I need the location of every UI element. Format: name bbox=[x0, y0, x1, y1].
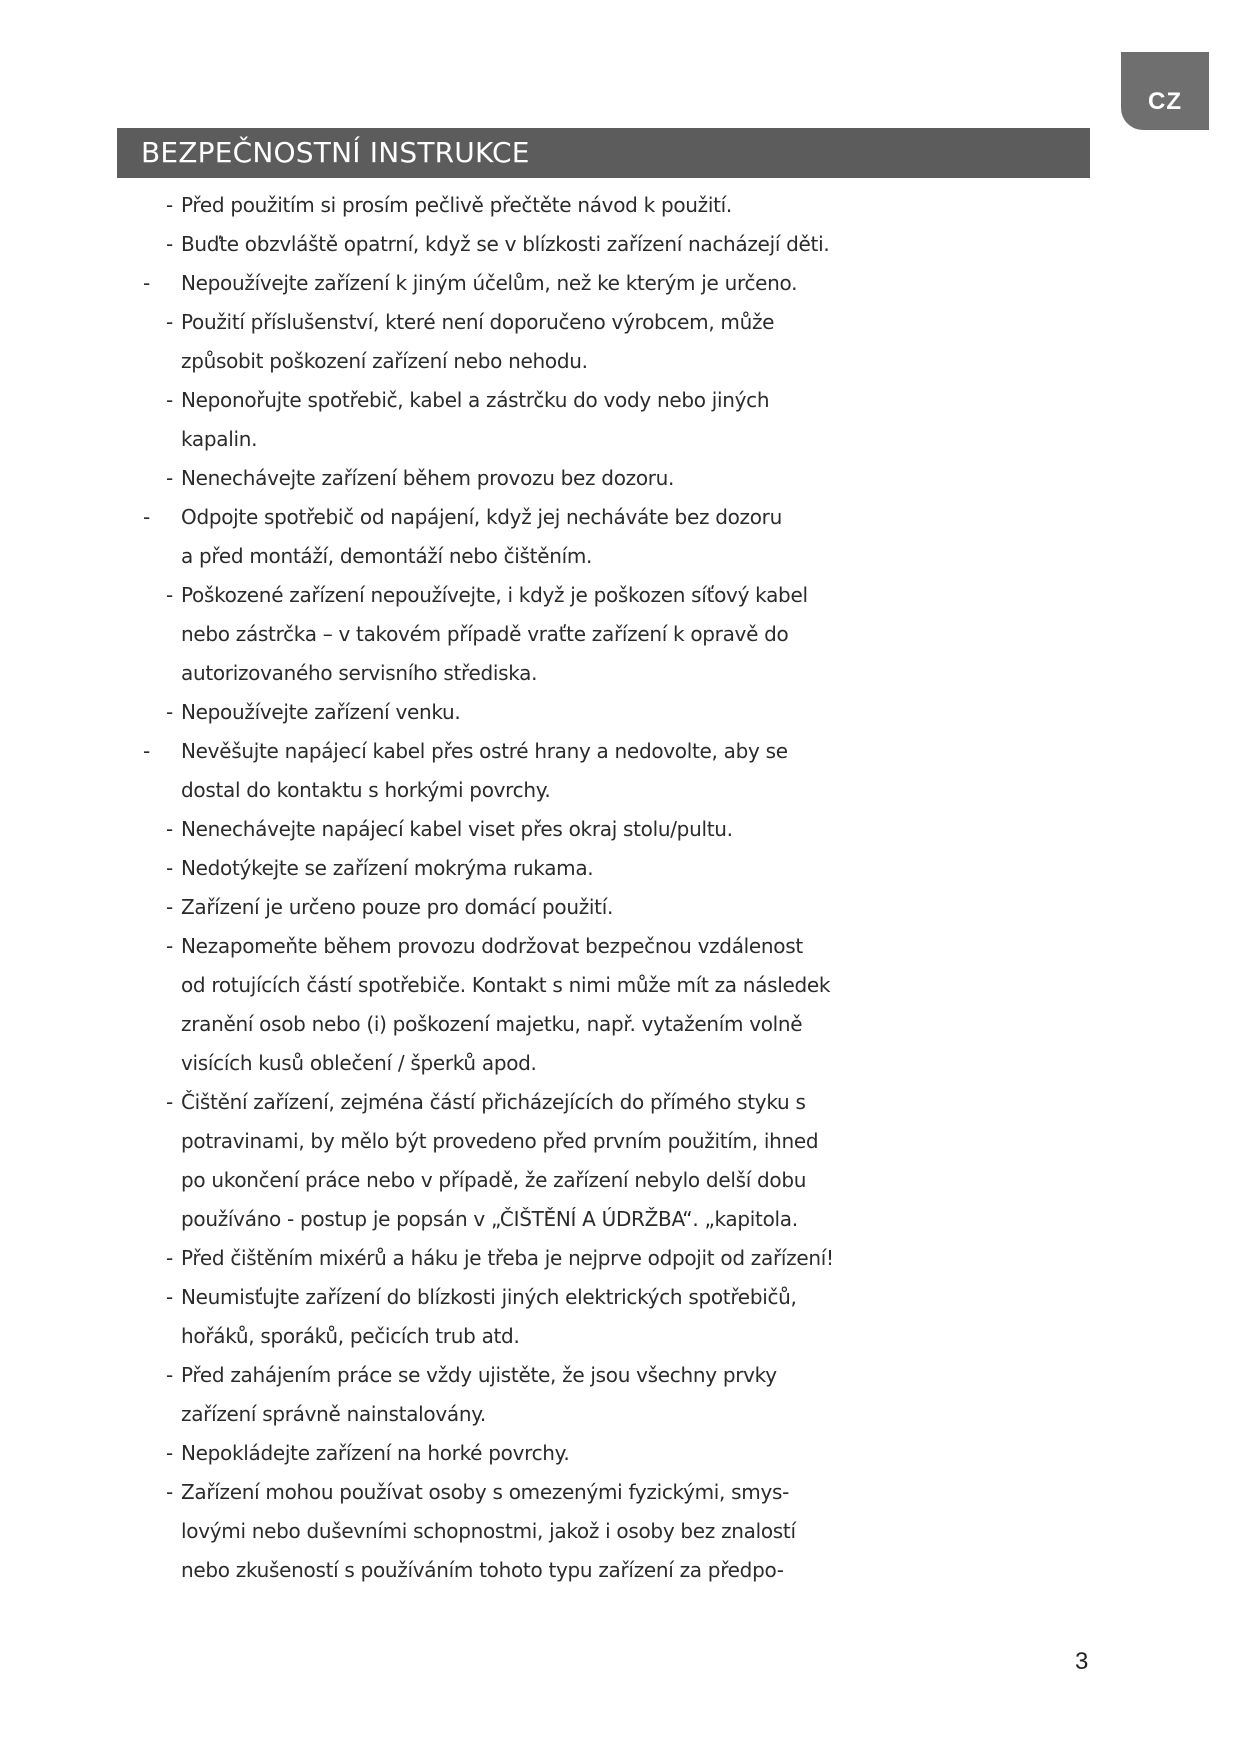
bullet-dash: - bbox=[166, 856, 173, 880]
instruction-item bbox=[0, 576, 1241, 693]
language-tab bbox=[1121, 52, 1209, 130]
bullet-dash: - bbox=[166, 1363, 173, 1387]
instruction-line: Nevěšujte napájecí kabel přes ostré hrany a nedovolte, aby se bbox=[181, 739, 788, 763]
language-code: CZ bbox=[1148, 88, 1182, 115]
bullet-dash: - bbox=[166, 1480, 173, 1504]
instruction-line: visících kusů oblečení / šperků apod. bbox=[181, 1051, 537, 1075]
instruction-line: Nenechávejte zařízení během provozu bez dozoru. bbox=[181, 466, 675, 490]
instruction-line: způsobit poškození zařízení nebo nehodu. bbox=[181, 349, 588, 373]
instruction-line: Použití příslušenství, které není doporučeno výrobcem, může bbox=[181, 310, 775, 334]
instruction-line: Před čištěním mixérů a háku je třeba je nejprve odpojit od zařízení! bbox=[181, 1246, 834, 1270]
instruction-line: nebo zástrčka – v takovém případě vraťte zařízení k opravě do bbox=[181, 622, 789, 646]
instruction-line: kapalin. bbox=[181, 427, 258, 451]
bullet-dash: - bbox=[166, 934, 173, 958]
instruction-item bbox=[0, 1434, 1241, 1473]
instruction-line: používáno - postup je popsán v „ČIŠTĚNÍ A ÚDRŽBA“. „kapitola. bbox=[181, 1207, 798, 1231]
instruction-line: Před použitím si prosím pečlivě přečtěte návod k použití. bbox=[181, 193, 732, 217]
instruction-item bbox=[0, 459, 1241, 498]
instruction-line: dostal do kontaktu s horkými povrchy. bbox=[181, 778, 551, 802]
instruction-line: od rotujících částí spotřebiče. Kontakt s nimi může mít za následek bbox=[181, 973, 831, 997]
instruction-item bbox=[0, 303, 1241, 381]
bullet-dash: - bbox=[166, 193, 173, 217]
instruction-item bbox=[0, 1356, 1241, 1434]
instruction-line: Odpojte spotřebič od napájení, když jej necháváte bez dozoru bbox=[181, 505, 782, 529]
bullet-dash: - bbox=[143, 505, 150, 529]
instruction-item bbox=[0, 381, 1241, 459]
instruction-line: Čištění zařízení, zejména částí přicházejících do přímého styku s bbox=[181, 1090, 806, 1114]
instruction-item bbox=[0, 225, 1241, 264]
instruction-item bbox=[0, 1278, 1241, 1356]
bullet-dash: - bbox=[166, 1441, 173, 1465]
bullet-dash: - bbox=[166, 895, 173, 919]
bullet-dash: - bbox=[166, 817, 173, 841]
bullet-dash: - bbox=[166, 232, 173, 256]
bullet-dash: - bbox=[166, 1090, 173, 1114]
instruction-line: nebo zkušeností s používáním tohoto typu zařízení za předpo- bbox=[181, 1558, 784, 1582]
instruction-item bbox=[0, 927, 1241, 1083]
instruction-line: autorizovaného servisního střediska. bbox=[181, 661, 538, 685]
safety-instructions-list bbox=[0, 186, 1241, 1590]
instruction-line: Buďte obzvláště opatrní, když se v blízkosti zařízení nacházejí děti. bbox=[181, 232, 830, 256]
page-number: 3 bbox=[1075, 1648, 1089, 1675]
instruction-item bbox=[0, 849, 1241, 888]
instruction-line: Neumisťujte zařízení do blízkosti jiných elektrických spotřebičů, bbox=[181, 1285, 797, 1309]
bullet-dash: - bbox=[143, 739, 150, 763]
instruction-line: Nezapomeňte během provozu dodržovat bezpečnou vzdálenost bbox=[181, 934, 803, 958]
instruction-line: potravinami, by mělo být provedeno před prvním použitím, ihned bbox=[181, 1129, 819, 1153]
bullet-dash: - bbox=[166, 310, 173, 334]
instruction-line: Poškozené zařízení nepoužívejte, i když je poškozen síťový kabel bbox=[181, 583, 808, 607]
instruction-line: zařízení správně nainstalovány. bbox=[181, 1402, 486, 1426]
instruction-item bbox=[0, 186, 1241, 225]
bullet-dash: - bbox=[143, 271, 150, 295]
instruction-line: Nepoužívejte zařízení k jiným účelům, než ke kterým je určeno. bbox=[181, 271, 798, 295]
section-title: BEZPEČNOSTNÍ INSTRUKCE bbox=[117, 128, 1090, 178]
bullet-dash: - bbox=[166, 388, 173, 412]
instruction-item bbox=[0, 1239, 1241, 1278]
instruction-item bbox=[0, 264, 1241, 303]
instruction-line: a před montáží, demontáží nebo čištěním. bbox=[181, 544, 593, 568]
instruction-line: hořáků, sporáků, pečicích trub atd. bbox=[181, 1324, 520, 1348]
instruction-line: Neponořujte spotřebič, kabel a zástrčku do vody nebo jiných bbox=[181, 388, 770, 412]
bullet-dash: - bbox=[166, 1246, 173, 1270]
instruction-line: Nenechávejte napájecí kabel viset přes okraj stolu/pultu. bbox=[181, 817, 733, 841]
instruction-line: Zařízení je určeno pouze pro domácí použití. bbox=[181, 895, 614, 919]
bullet-dash: - bbox=[166, 700, 173, 724]
instruction-line: Před zahájením práce se vždy ujistěte, že jsou všechny prvky bbox=[181, 1363, 777, 1387]
instruction-line: lovými nebo duševními schopnostmi, jakož i osoby bez znalostí bbox=[181, 1519, 796, 1543]
instruction-item bbox=[0, 498, 1241, 576]
bullet-dash: - bbox=[166, 466, 173, 490]
instruction-line: po ukončení práce nebo v případě, že zařízení nebylo delší dobu bbox=[181, 1168, 807, 1192]
instruction-line: Nedotýkejte se zařízení mokrýma rukama. bbox=[181, 856, 594, 880]
bullet-dash: - bbox=[166, 583, 173, 607]
instruction-item bbox=[0, 1473, 1241, 1590]
instruction-line: Nepokládejte zařízení na horké povrchy. bbox=[181, 1441, 570, 1465]
bullet-dash: - bbox=[166, 1285, 173, 1309]
instruction-item bbox=[0, 888, 1241, 927]
instruction-item bbox=[0, 810, 1241, 849]
instruction-item bbox=[0, 732, 1241, 810]
instruction-item bbox=[0, 693, 1241, 732]
instruction-line: zranění osob nebo (i) poškození majetku, např. vytažením volně bbox=[181, 1012, 803, 1036]
instruction-line: Nepoužívejte zařízení venku. bbox=[181, 700, 461, 724]
instruction-item bbox=[0, 1083, 1241, 1239]
instruction-line: Zařízení mohou používat osoby s omezenými fyzickými, smys- bbox=[181, 1480, 790, 1504]
